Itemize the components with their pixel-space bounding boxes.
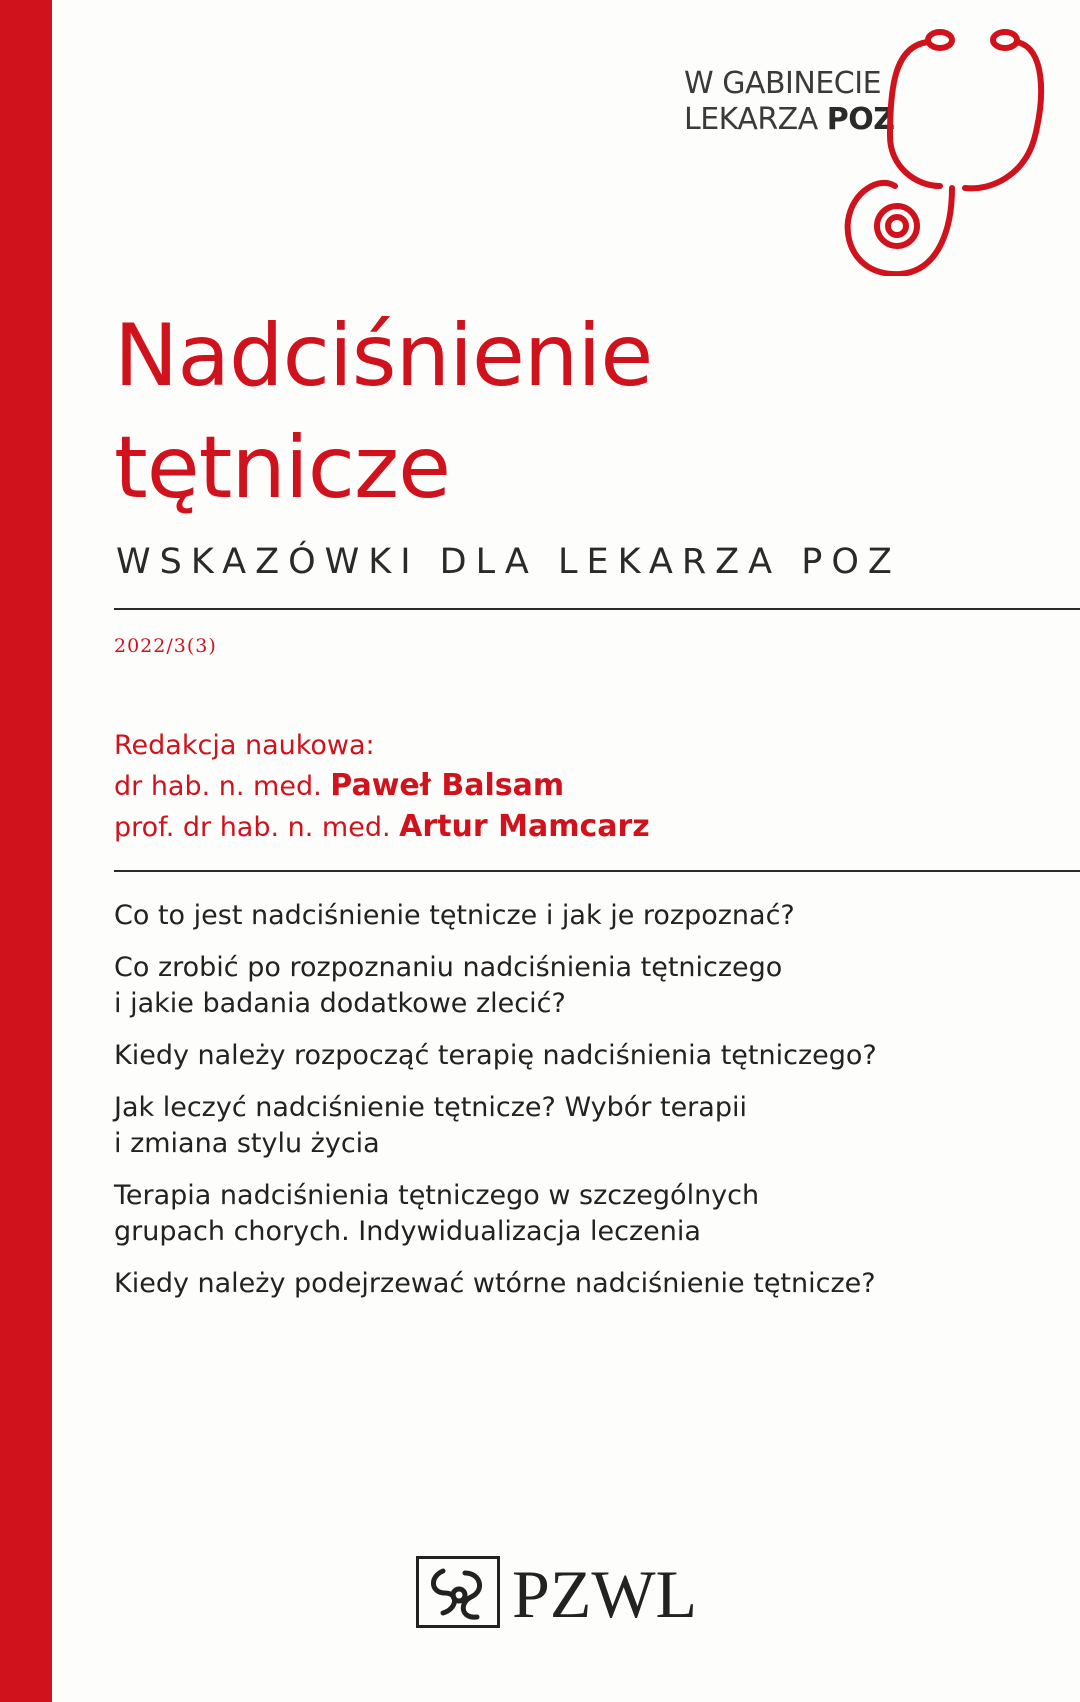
topic-2-line-2: i jakie badania dodatkowe zlecić?: [114, 988, 566, 1019]
editor-1-title: dr hab. n. med.: [114, 771, 331, 802]
topic-3-line-1: Kiedy należy rozpocząć terapię nadciśnienia tętniczego?: [114, 1040, 877, 1071]
series-line-2-strong: POZ: [826, 102, 895, 137]
editor-1: [114, 766, 650, 807]
editor-2-title: prof. dr hab. n. med.: [114, 812, 400, 843]
topic-4-line-1: Jak leczyć nadciśnienie tętnicze? Wybór terapii: [114, 1092, 747, 1123]
topic-4-line-2: i zmiana stylu życia: [114, 1128, 380, 1159]
list-item: [114, 1038, 1034, 1074]
list-item: [114, 898, 1034, 934]
stethoscope-icon: [840, 26, 1050, 276]
list-item: [114, 1090, 1034, 1162]
list-item: [114, 1266, 1034, 1302]
book-title-line-1: Nadciśnienie: [114, 306, 653, 406]
topics-list: [114, 898, 1034, 1318]
divider-middle: [114, 870, 1080, 872]
topic-5-line-1: Terapia nadciśnienia tętniczego w szczególnych: [114, 1180, 760, 1211]
topic-1-line-1: Co to jest nadciśnienie tętnicze i jak je rozpoznać?: [114, 900, 795, 931]
book-title-line-2: tętnicze: [114, 418, 451, 518]
series-line-2-prefix: LEKARZA: [684, 102, 827, 137]
topic-2-line-1: Co zrobić po rozpoznaniu nadciśnienia tętniczego: [114, 952, 783, 983]
series-line-1: W GABINECIE: [684, 66, 882, 101]
editors-heading: Redakcja naukowa:: [114, 730, 375, 761]
book-title: [114, 300, 652, 524]
topic-6-line-1: Kiedy należy podejrzewać wtórne nadciśnienie tętnicze?: [114, 1268, 876, 1299]
snake-logo-icon: [416, 1556, 500, 1628]
topic-5-line-2: grupach chorych. Indywidualizacja leczenia: [114, 1216, 701, 1247]
publisher-logo: [416, 1556, 698, 1636]
issue-number: 2022/3(3): [114, 635, 217, 657]
editor-1-name: Paweł Balsam: [330, 768, 565, 803]
editors-block: [114, 726, 650, 848]
publisher-name: PZWL: [512, 1556, 698, 1632]
list-item: [114, 950, 1034, 1022]
editor-2-name: Artur Mamcarz: [399, 809, 650, 844]
book-spine-stripe: [0, 0, 52, 1702]
editor-2: [114, 807, 650, 848]
list-item: [114, 1178, 1034, 1250]
divider-top: [114, 608, 1080, 610]
book-subtitle: WSKAZÓWKI DLA LEKARZA POZ: [116, 542, 901, 582]
